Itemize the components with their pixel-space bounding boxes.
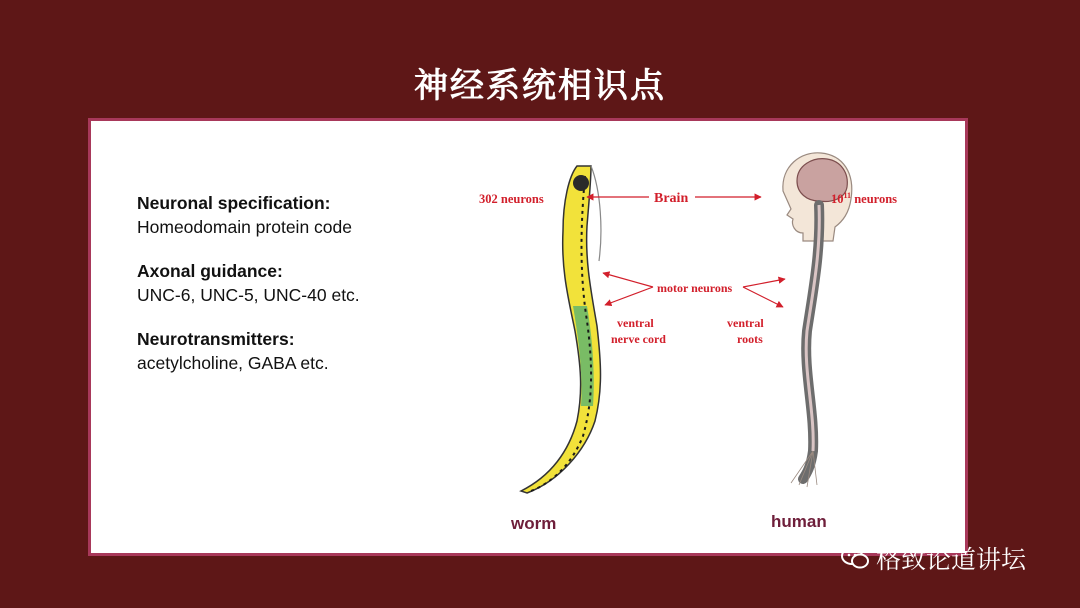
fact-heading: Axonal guidance: — [137, 261, 283, 281]
worm-illustration — [521, 166, 601, 493]
motor-arrow-to-worm-lower — [605, 287, 653, 305]
fact-body: acetylcholine, GABA etc. — [137, 353, 329, 373]
slide-title: 神经系统相识点 — [414, 66, 666, 106]
fact-heading: Neurotransmitters: — [137, 329, 295, 349]
motor-neurons-label: motor neurons — [657, 281, 733, 295]
watermark-text: 格致论道讲坛 — [876, 545, 1027, 574]
brain-label: Brain — [654, 191, 689, 206]
ventral-roots-label: ventral roots — [727, 316, 764, 346]
watermark — [840, 540, 1026, 576]
chat-bubble-icon — [840, 545, 870, 571]
fact-body: Homeodomain protein code — [137, 217, 352, 237]
motor-arrow-to-human-lower — [743, 287, 783, 307]
worm-neuron-count-label: 302 neurons — [479, 192, 544, 206]
fact-heading: Neuronal specification: — [137, 193, 331, 213]
fact-body: UNC-6, UNC-5, UNC-40 etc. — [137, 285, 360, 305]
content-panel — [88, 118, 968, 556]
motor-arrow-to-human-upper — [743, 279, 785, 287]
worm-vs-human-diagram — [91, 121, 965, 553]
worm-head-ganglion — [573, 175, 589, 191]
worm-caption: worm — [511, 514, 557, 533]
ventral-nerve-cord-label: ventral nerve cord — [611, 316, 666, 346]
motor-arrow-to-worm-upper — [603, 273, 653, 287]
worm-pharynx-outline — [591, 166, 601, 261]
human-caption: human — [771, 512, 827, 531]
human-neuron-count-label: $10^{11}$ neurons — [831, 191, 898, 206]
